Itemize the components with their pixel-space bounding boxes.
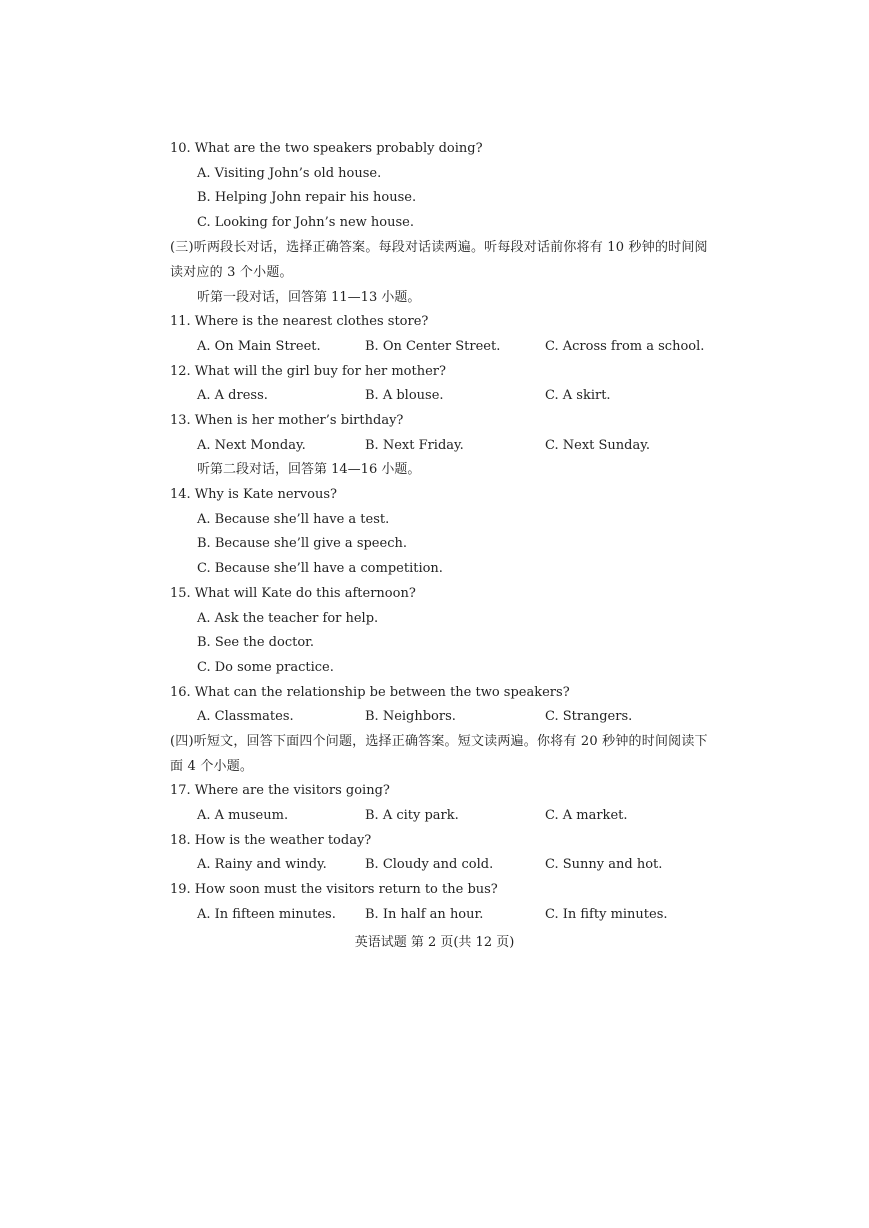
question-11-option-c: C. Across from a school. — [545, 339, 705, 354]
question-12-option-a: A. A dress. — [197, 388, 268, 403]
question-14-option-b: B. Because she’ll give a speech. — [197, 536, 407, 551]
question-17-option-b: B. A city park. — [365, 808, 459, 823]
question-11-stem: 11. Where is the nearest clothes store? — [170, 314, 429, 329]
question-10-option-c: C. Looking for John’s new house. — [197, 215, 414, 230]
section-4-instruction-line-1: (四)听短文，回答下面四个问题，选择正确答案。短文读两遍。你将有 20 秒钟的时间阅读下 — [170, 734, 708, 749]
dialog-1-instruction: 听第一段对话，回答第 11—13 小题。 — [197, 290, 421, 305]
question-13-option-c: C. Next Sunday. — [545, 438, 650, 453]
section-3-instruction-line-2: 读对应的 3 个小题。 — [170, 265, 293, 280]
question-11-option-a: A. On Main Street. — [197, 339, 321, 354]
question-16-option-a: A. Classmates. — [197, 709, 294, 724]
question-14-stem: 14. Why is Kate nervous? — [170, 487, 337, 502]
question-10-stem: 10. What are the two speakers probably doing? — [170, 141, 483, 156]
question-15-option-b: B. See the doctor. — [197, 635, 315, 650]
question-17-stem: 17. Where are the visitors going? — [170, 783, 390, 798]
question-14-option-c: C. Because she’ll have a competition. — [197, 561, 443, 576]
question-16-option-b: B. Neighbors. — [365, 709, 456, 724]
question-18-option-a: A. Rainy and windy. — [197, 857, 327, 872]
question-13-option-a: A. Next Monday. — [197, 438, 306, 453]
section-3-instruction-line-1: (三)听两段长对话，选择正确答案。每段对话读两遍。听每段对话前你将有 10 秒钟的时间阅 — [170, 240, 708, 255]
question-15-option-c: C. Do some practice. — [197, 660, 334, 675]
question-18-option-c: C. Sunny and hot. — [545, 857, 663, 872]
question-18-option-b: B. Cloudy and cold. — [365, 857, 494, 872]
page-footer: 英语试题 第 2 页(共 12 页) — [354, 935, 515, 950]
question-12-option-c: C. A skirt. — [545, 388, 611, 403]
question-15-stem: 15. What will Kate do this afternoon? — [170, 586, 416, 601]
question-12-option-b: B. A blouse. — [365, 388, 444, 403]
question-18-stem: 18. How is the weather today? — [170, 833, 372, 848]
question-10-option-a: A. Visiting John’s old house. — [197, 166, 382, 181]
dialog-2-instruction: 听第二段对话，回答第 14—16 小题。 — [197, 462, 421, 477]
question-19-stem: 19. How soon must the visitors return to the bus? — [170, 882, 498, 897]
question-16-stem: 16. What can the relationship be between the two speakers? — [170, 685, 570, 700]
question-13-stem: 13. When is her mother’s birthday? — [170, 413, 404, 428]
section-4-instruction-line-2: 面 4 个小题。 — [170, 759, 254, 774]
question-15-option-a: A. Ask the teacher for help. — [197, 611, 379, 626]
question-10-option-b: B. Helping John repair his house. — [197, 190, 417, 205]
question-16-option-c: C. Strangers. — [545, 709, 633, 724]
question-12-stem: 12. What will the girl buy for her mother? — [170, 364, 446, 379]
question-17-option-a: A. A museum. — [197, 808, 289, 823]
question-13-option-b: B. Next Friday. — [365, 438, 464, 453]
question-17-option-c: C. A market. — [545, 808, 628, 823]
question-19-option-b: B. In half an hour. — [365, 907, 484, 922]
question-19-option-a: A. In fifteen minutes. — [197, 907, 336, 922]
question-19-option-c: C. In fifty minutes. — [545, 907, 668, 922]
question-11-option-b: B. On Center Street. — [365, 339, 501, 354]
question-14-option-a: A. Because she’ll have a test. — [197, 512, 390, 527]
